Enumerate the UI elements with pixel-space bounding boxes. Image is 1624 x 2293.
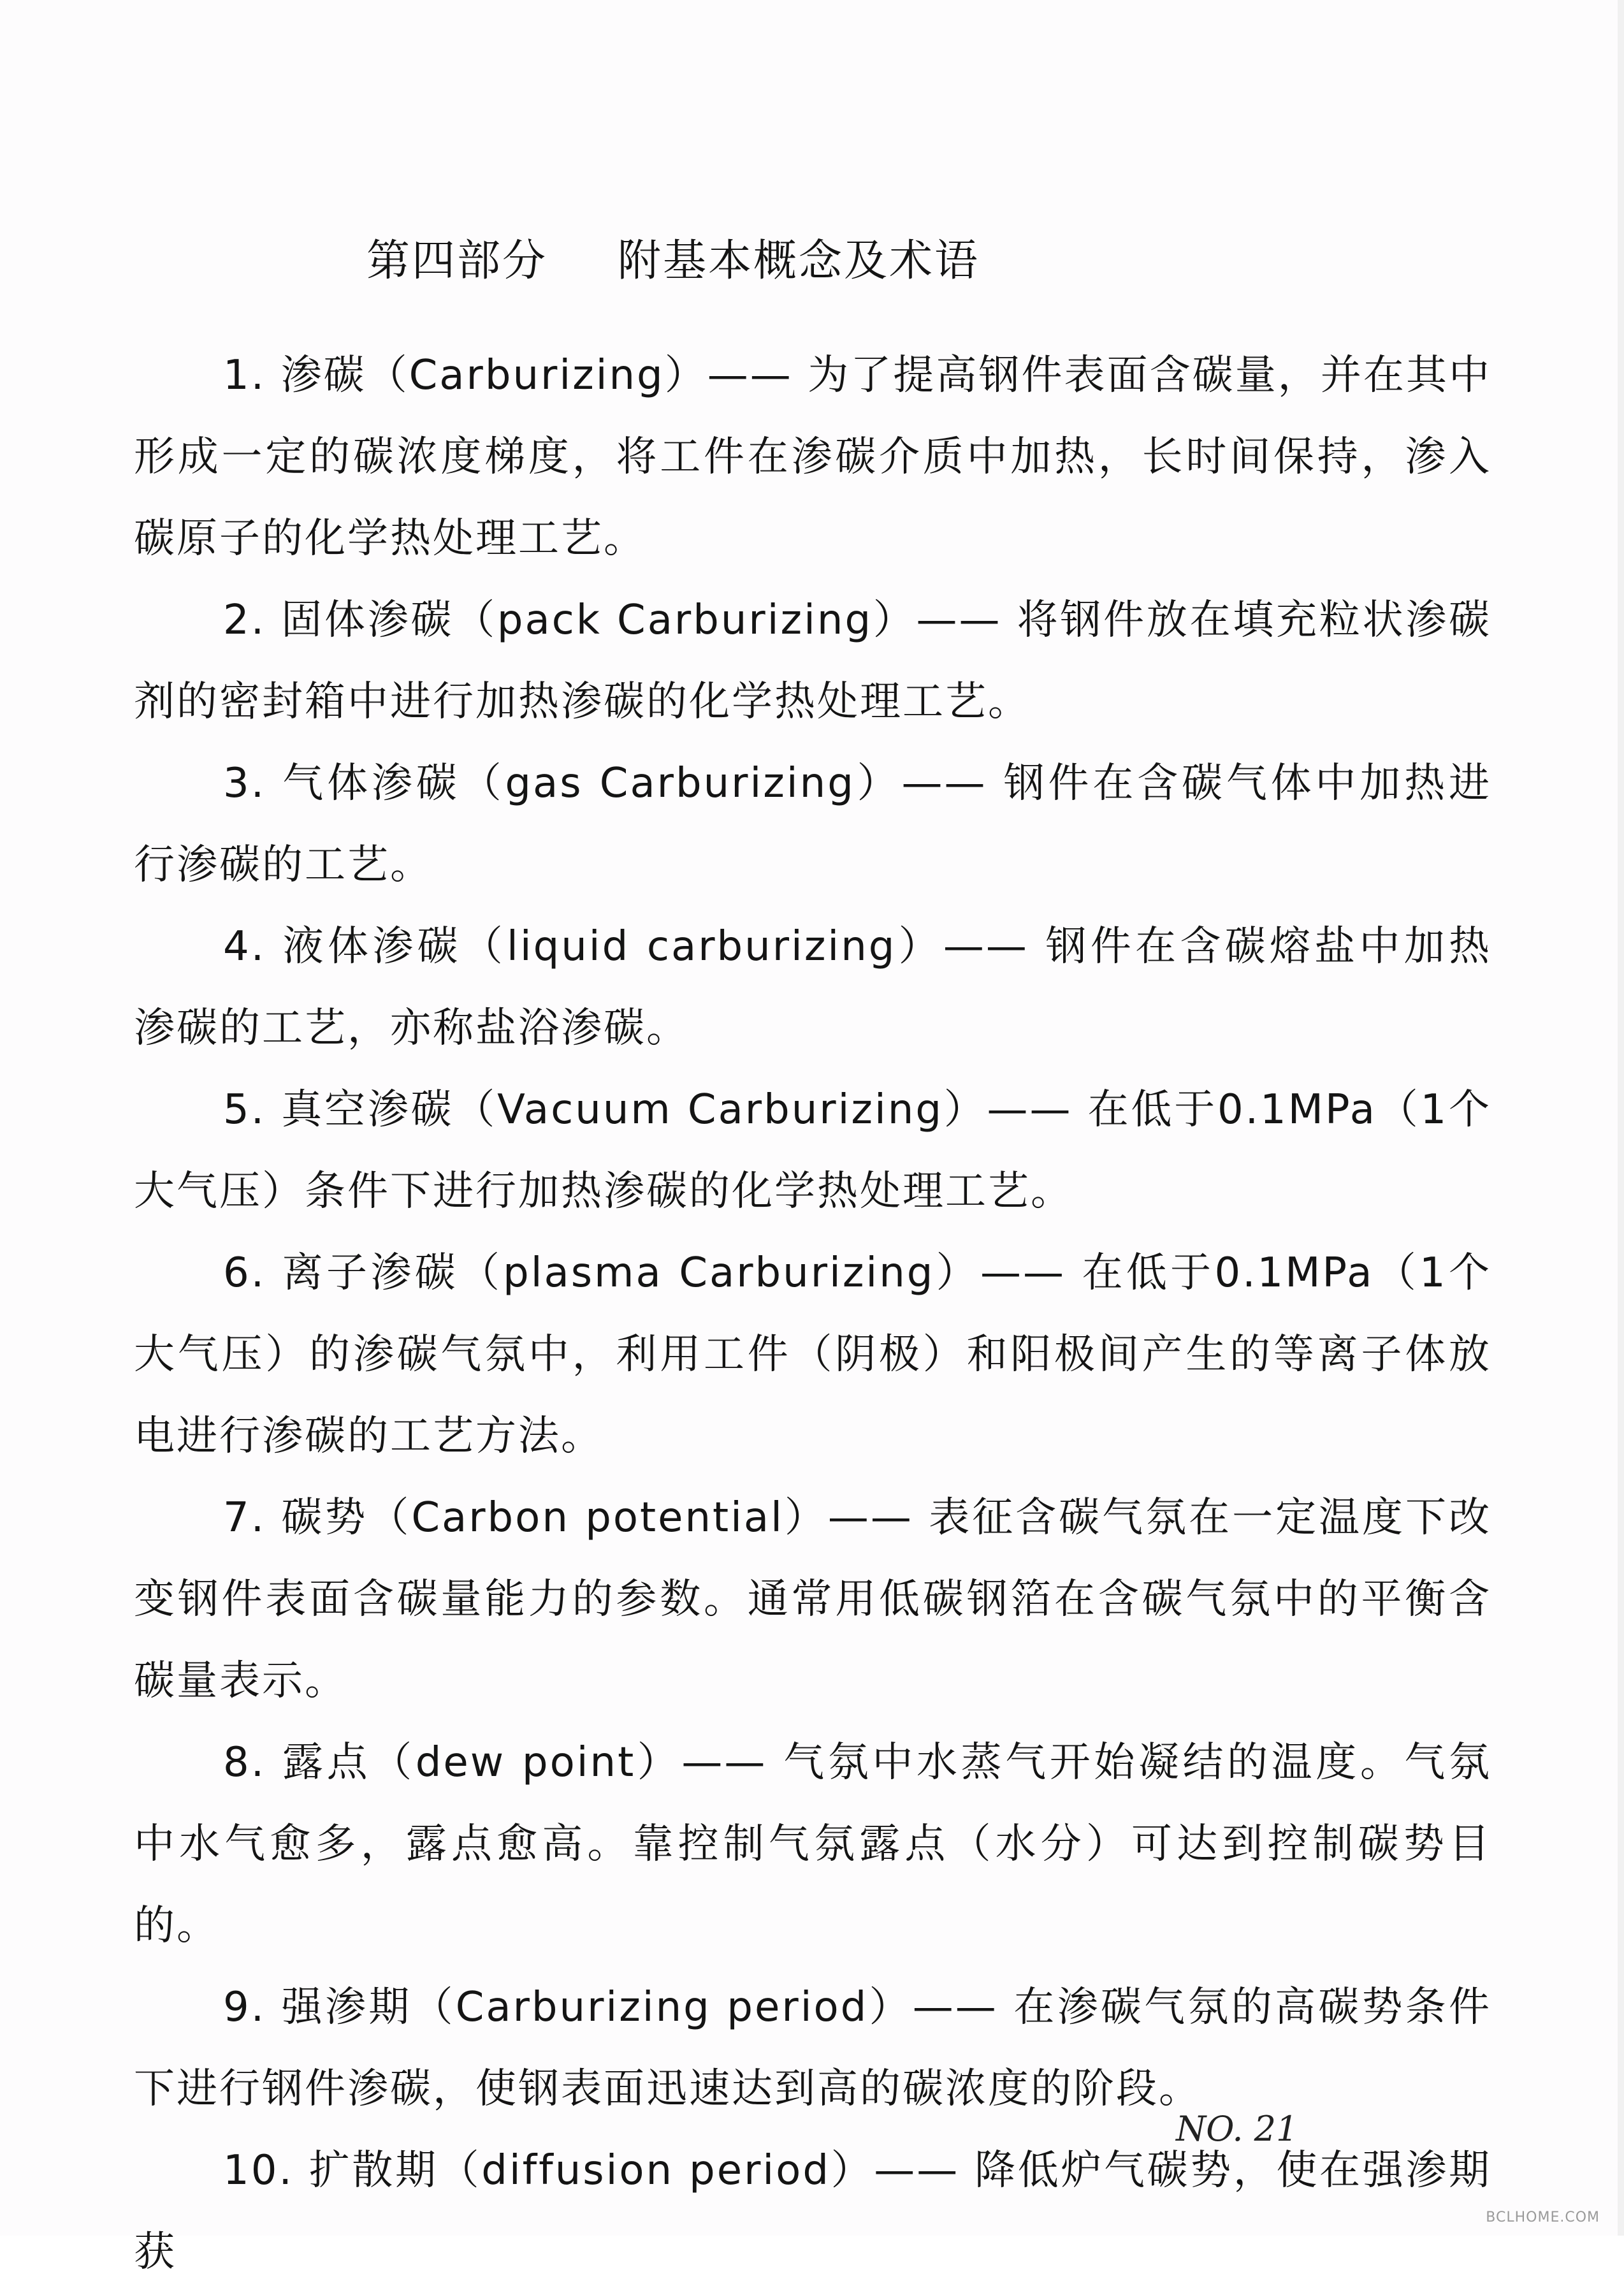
glossary-entry-8: 8. 露点（dew point）—— 气氛中水蒸气开始凝结的温度。气氛中水气愈多，露点愈高。靠控制气氛露点（水分）可达到控制碳势目的。 xyxy=(134,1739,1491,1949)
glossary-entry-4: 4. 液体渗碳（liquid carburizing）—— 钢件在含碳熔盐中加热渗碳的工艺，亦称盐浴渗碳。 xyxy=(134,923,1491,1052)
glossary-entry-7: 7. 碳势（Carbon potential）—— 表征含碳气氛在一定温度下改变钢件表面含碳量能力的参数。通常用低碳钢箔在含碳气氛中的平衡含碳量表示。 xyxy=(134,1494,1491,1705)
glossary-entry-2: 2. 固体渗碳（pack Carburizing）—— 将钢件放在填充粒状渗碳剂的密封箱中进行加热渗碳的化学热处理工艺。 xyxy=(134,597,1491,725)
page-title xyxy=(366,231,1259,292)
page-number: NO. 21 xyxy=(1176,2109,1298,2149)
title-part: 第四部分 xyxy=(366,236,548,286)
watermark: BCLHOME.COM xyxy=(1486,2209,1600,2225)
glossary-entry-10: 10. 扩散期（diffusion period）—— 降低炉气碳势，使在强渗期获 xyxy=(134,2147,1491,2276)
glossary-content xyxy=(134,335,1491,2293)
glossary-entry-6: 6. 离子渗碳（plasma Carburizing）—— 在低于0.1MPa（1个大气压）的渗碳气氛中，利用工件（阴极）和阳极间产生的等离子体放电进行渗碳的工艺方法。 xyxy=(134,1249,1491,1460)
title-text: 附基本概念及术语 xyxy=(618,236,980,286)
glossary-entry-9: 9. 强渗期（Carburizing period）—— 在渗碳气氛的高碳势条件下进行钢件渗碳，使钢表面迅速达到高的碳浓度的阶段。 xyxy=(134,1984,1491,2113)
glossary-entry-5: 5. 真空渗碳（Vacuum Carburizing）—— 在低于0.1MPa（1个大气压）条件下进行加热渗碳的化学热处理工艺。 xyxy=(134,1086,1491,1215)
glossary-entry-1: 1. 渗碳（Carburizing）—— 为了提高钢件表面含碳量，并在其中形成一定的碳浓度梯度，将工件在渗碳介质中加热，长时间保持，渗入碳原子的化学热处理工艺。 xyxy=(134,352,1491,562)
glossary-entry-3: 3. 气体渗碳（gas Carburizing）—— 钢件在含碳气体中加热进行渗碳的工艺。 xyxy=(134,760,1491,889)
